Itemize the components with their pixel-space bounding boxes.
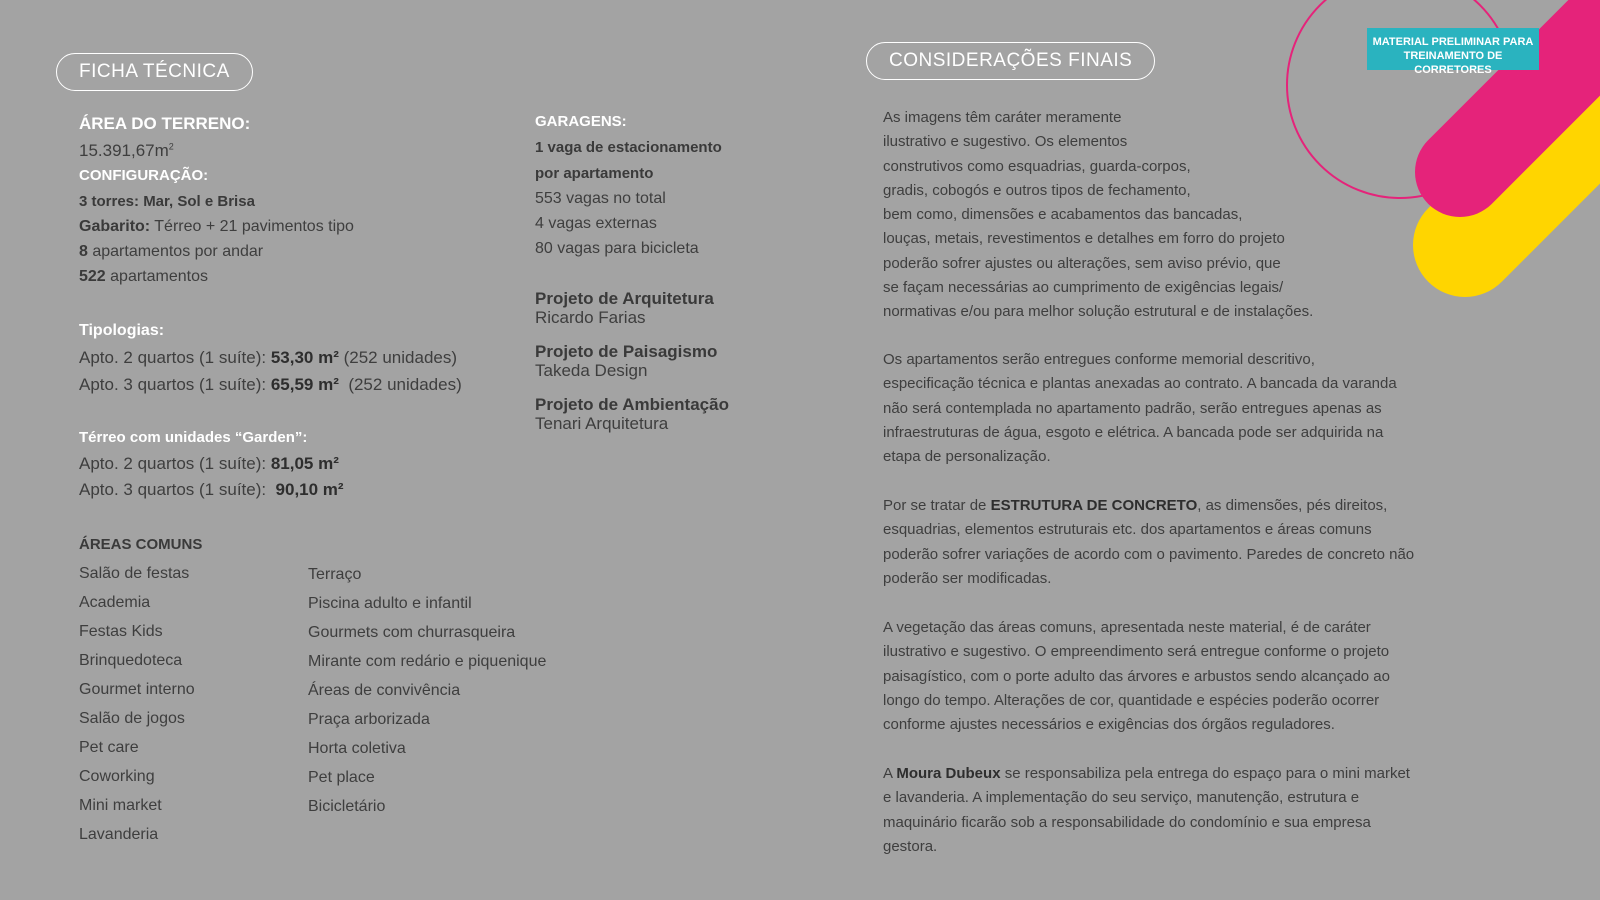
preliminary-material-badge xyxy=(1367,28,1539,76)
text-line: se façam necessárias ao cumprimento de exigências legais/ xyxy=(883,279,1284,297)
text-line: poderão ser modificadas. xyxy=(883,569,1052,587)
garden-prefix: Apto. 2 quartos (1 suíte): xyxy=(79,454,271,473)
tipologia-area: 53,30 m² xyxy=(270,348,339,367)
projeto-title: Projeto de Paisagismo xyxy=(535,342,718,361)
text-line: não será contemplada no apartamento padrão, serão entregues apenas as xyxy=(883,399,1382,417)
aptos-por-andar xyxy=(79,243,263,261)
projeto-name: Takeda Design xyxy=(535,361,648,380)
list-item: Praça arborizada xyxy=(308,711,430,728)
text-line: maquinário ficarão sob a responsabilidade do condomínio e sua empresa xyxy=(883,813,1371,831)
text-line: paisagístico, com o porte adulto das árvores e arbustos sendo alcançado ao xyxy=(883,667,1390,685)
list-item: Terraço xyxy=(308,566,362,583)
aptos-por-andar-num: 8 xyxy=(79,243,88,260)
list-item: Mirante com redário e piquenique xyxy=(308,653,547,670)
aptos-total-text: apartamentos xyxy=(105,268,208,285)
area-terreno-label: ÁREA DO TERRENO: xyxy=(79,114,251,133)
projeto-name: Tenari Arquitetura xyxy=(535,414,669,433)
text-line: esquadrias, elementos estruturais etc. dos apartamentos e áreas comuns xyxy=(883,521,1372,539)
text-run: se responsabiliza pela entrega do espaço para o mini market xyxy=(1000,765,1410,782)
list-item: Gourmet interno xyxy=(79,681,195,698)
text-line: infraestruturas de água, esgoto e elétrica. A bancada pode ser adquirida na xyxy=(883,423,1384,441)
paragraph-vegetacao xyxy=(883,616,1523,737)
list-item: Mini market xyxy=(79,797,162,814)
aptos-total-num: 522 xyxy=(79,268,106,285)
text-line: gestora. xyxy=(883,837,938,855)
text-line: poderão sofrer variações de acordo com o pavimento. Paredes de concreto não xyxy=(883,545,1415,563)
estrutura-concreto-bold: ESTRUTURA DE CONCRETO xyxy=(990,497,1198,514)
moura-dubeux-bold: Moura Dubeux xyxy=(896,765,1001,782)
areas-comuns-col2 xyxy=(308,564,546,825)
list-item: Salão de festas xyxy=(79,565,190,582)
garden-label: Térreo com unidades “Garden”: xyxy=(79,429,308,446)
torres-text: 3 torres: Mar, Sol e Brisa xyxy=(79,193,255,210)
tipologia-suffix: (252 unidades) xyxy=(338,348,458,367)
list-item: Salão de jogos xyxy=(79,710,185,727)
text-line: normativas e/ou para melhor solução estrutural e de instalações. xyxy=(883,303,1314,321)
text-line: longo do tempo. Alterações de cor, quantidade e espécies poderão ocorrer xyxy=(883,691,1380,709)
badge-line-1: MATERIAL PRELIMINAR PARA xyxy=(1372,36,1534,48)
text-line: bem como, dimensões e acabamentos das bancadas, xyxy=(883,206,1243,224)
tipologia-suffix: (252 unidades) xyxy=(338,375,462,394)
text-line xyxy=(883,762,1523,786)
list-item: Lavanderia xyxy=(79,826,159,843)
gabarito-label: Gabarito: xyxy=(79,218,151,235)
list-item: Academia xyxy=(79,594,151,611)
garagens-line: 4 vagas externas xyxy=(535,215,657,232)
text-line: especificação técnica e plantas anexadas ao contrato. A bancada da varanda xyxy=(883,375,1397,393)
list-item: Festas Kids xyxy=(79,623,163,640)
area-terreno-sup: 2 xyxy=(168,141,174,152)
badge-line-2: TREINAMENTO DE CORRETORES xyxy=(1403,50,1503,76)
list-item: Piscina adulto e infantil xyxy=(308,595,472,612)
garagens-label: GARAGENS: xyxy=(535,113,627,130)
text-line: Os apartamentos serão entregues conforme memorial descritivo, xyxy=(883,351,1315,368)
list-item: Brinquedoteca xyxy=(79,652,183,669)
tipologia-row xyxy=(79,375,462,395)
text-line: louças, metais, revestimentos e detalhes em forro do projeto xyxy=(883,230,1285,248)
tipologia-area: 65,59 m² xyxy=(270,375,339,394)
gabarito-text xyxy=(79,218,354,236)
garden-row xyxy=(79,454,339,474)
text-line: ilustrativo e sugestivo. Os elementos xyxy=(883,133,1128,151)
area-terreno-value xyxy=(79,141,174,161)
garden-row xyxy=(79,480,344,500)
text-run: Por se tratar de xyxy=(883,497,991,514)
projeto-title: Projeto de Arquitetura xyxy=(535,289,714,308)
text-line xyxy=(883,494,1523,518)
tipologia-prefix: Apto. 2 quartos (1 suíte): xyxy=(79,348,271,367)
garagens-line: por apartamento xyxy=(535,165,654,182)
text-line: poderão sofrer ajustes ou alterações, sem aviso prévio, que xyxy=(883,254,1281,272)
list-item: Pet place xyxy=(308,769,375,786)
text-line: As imagens têm caráter meramente xyxy=(883,109,1122,126)
text-line: ilustrativo e sugestivo. O empreendimento será entregue conforme o projeto xyxy=(883,643,1390,661)
ficha-tecnica-title: FICHA TÉCNICA xyxy=(56,53,253,91)
aptos-por-andar-text: apartamentos por andar xyxy=(87,243,264,260)
paragraph-moura-dubeux xyxy=(883,762,1523,859)
text-line: A vegetação das áreas comuns, apresentada neste material, é de caráter xyxy=(883,619,1371,636)
list-item: Horta coletiva xyxy=(308,740,406,757)
projeto-name: Ricardo Farias xyxy=(535,308,646,327)
text-line: construtivos como esquadrias, guarda-corpos, xyxy=(883,157,1191,175)
area-terreno-number: 15.391,67m xyxy=(79,141,169,160)
consideracoes-finais-title: CONSIDERAÇÕES FINAIS xyxy=(866,42,1155,80)
areas-comuns-label: ÁREAS COMUNS xyxy=(79,536,203,553)
garden-prefix: Apto. 3 quartos (1 suíte): xyxy=(79,480,276,499)
projeto-title: Projeto de Ambientação xyxy=(535,395,729,414)
text-line: gradis, cobogós e outros tipos de fechamento, xyxy=(883,181,1191,199)
list-item: Gourmets com churrasqueira xyxy=(308,624,516,641)
text-run: , as dimensões, pés direitos, xyxy=(1197,497,1388,514)
text-line: e lavanderia. A implementação do seu serviço, manutenção, estrutura e xyxy=(883,789,1360,807)
tipologia-prefix: Apto. 3 quartos (1 suíte): xyxy=(79,375,271,394)
configuracao-label: CONFIGURAÇÃO: xyxy=(79,167,209,184)
text-line: etapa de personalização. xyxy=(883,448,1051,466)
garagens-line: 1 vaga de estacionamento xyxy=(535,139,722,156)
tipologia-row xyxy=(79,348,457,368)
text-run: A xyxy=(883,765,897,782)
list-item: Áreas de convivência xyxy=(308,682,461,699)
aptos-total xyxy=(79,268,208,286)
list-item: Bicicletário xyxy=(308,798,386,815)
garagens-line: 553 vagas no total xyxy=(535,190,666,207)
gabarito-value: Térreo + 21 pavimentos tipo xyxy=(150,218,354,235)
tipologias-label: Tipologias: xyxy=(79,322,165,339)
text-line: conforme ajustes necessários e exigências dos órgãos reguladores. xyxy=(883,716,1335,734)
garagens-line: 80 vagas para bicicleta xyxy=(535,240,699,257)
garden-area: 90,10 m² xyxy=(275,480,344,499)
areas-comuns-col1 xyxy=(79,563,195,853)
paragraph-imagens xyxy=(883,106,1523,325)
garden-area: 81,05 m² xyxy=(270,454,339,473)
paragraph-estrutura xyxy=(883,494,1523,591)
paragraph-apartamentos xyxy=(883,348,1523,469)
list-item: Pet care xyxy=(79,739,139,756)
list-item: Coworking xyxy=(79,768,155,785)
